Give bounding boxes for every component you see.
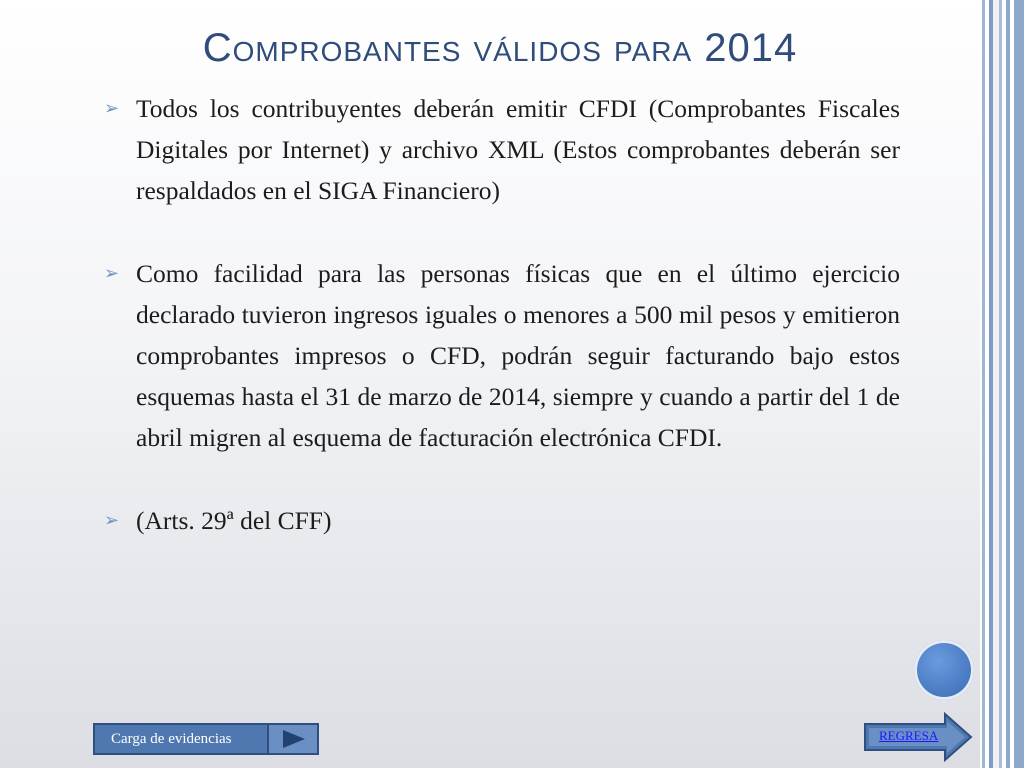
bullet-text: (Arts. 29ª del CFF) [136, 506, 332, 535]
carga-evidencias-button[interactable] [93, 723, 319, 755]
bullet-text: Todos los contribuyentes deberán emitir CFDI (Comprobantes Fiscales Digitales por Internet) y archivo XML (Estos comprobantes deberán ser respaldados en el SIGA Financiero) [136, 94, 900, 205]
arrow-bullet-icon: ➢ [104, 510, 120, 530]
decorative-stripes [980, 0, 1024, 768]
regresa-label[interactable]: REGRESA [879, 728, 939, 743]
bullet-list [104, 88, 900, 541]
play-arrow-icon[interactable] [267, 725, 317, 753]
slide-title: Comprobantes válidos para 2014 [202, 26, 798, 70]
carga-evidencias-label: Carga de evidencias [111, 730, 232, 747]
arrow-bullet-icon: ➢ [104, 98, 120, 118]
bullet-item [104, 88, 900, 211]
bullet-item [104, 253, 900, 458]
bullet-item [104, 500, 900, 541]
circle-icon [914, 640, 974, 700]
regresa-button[interactable] [863, 712, 975, 762]
arrow-bullet-icon: ➢ [104, 263, 120, 283]
bullet-text: Como facilidad para las personas físicas que en el último ejercicio declarado tuvieron ingresos iguales o menores a 500 mil pesos y emitieron comprobantes impresos o CFD, podrán seguir facturando bajo estos esquemas hasta el 31 de marzo de 2014, siempre y cuando a partir del 1 de abril migren al esquema de facturación electrónica CFDI. [136, 259, 900, 452]
